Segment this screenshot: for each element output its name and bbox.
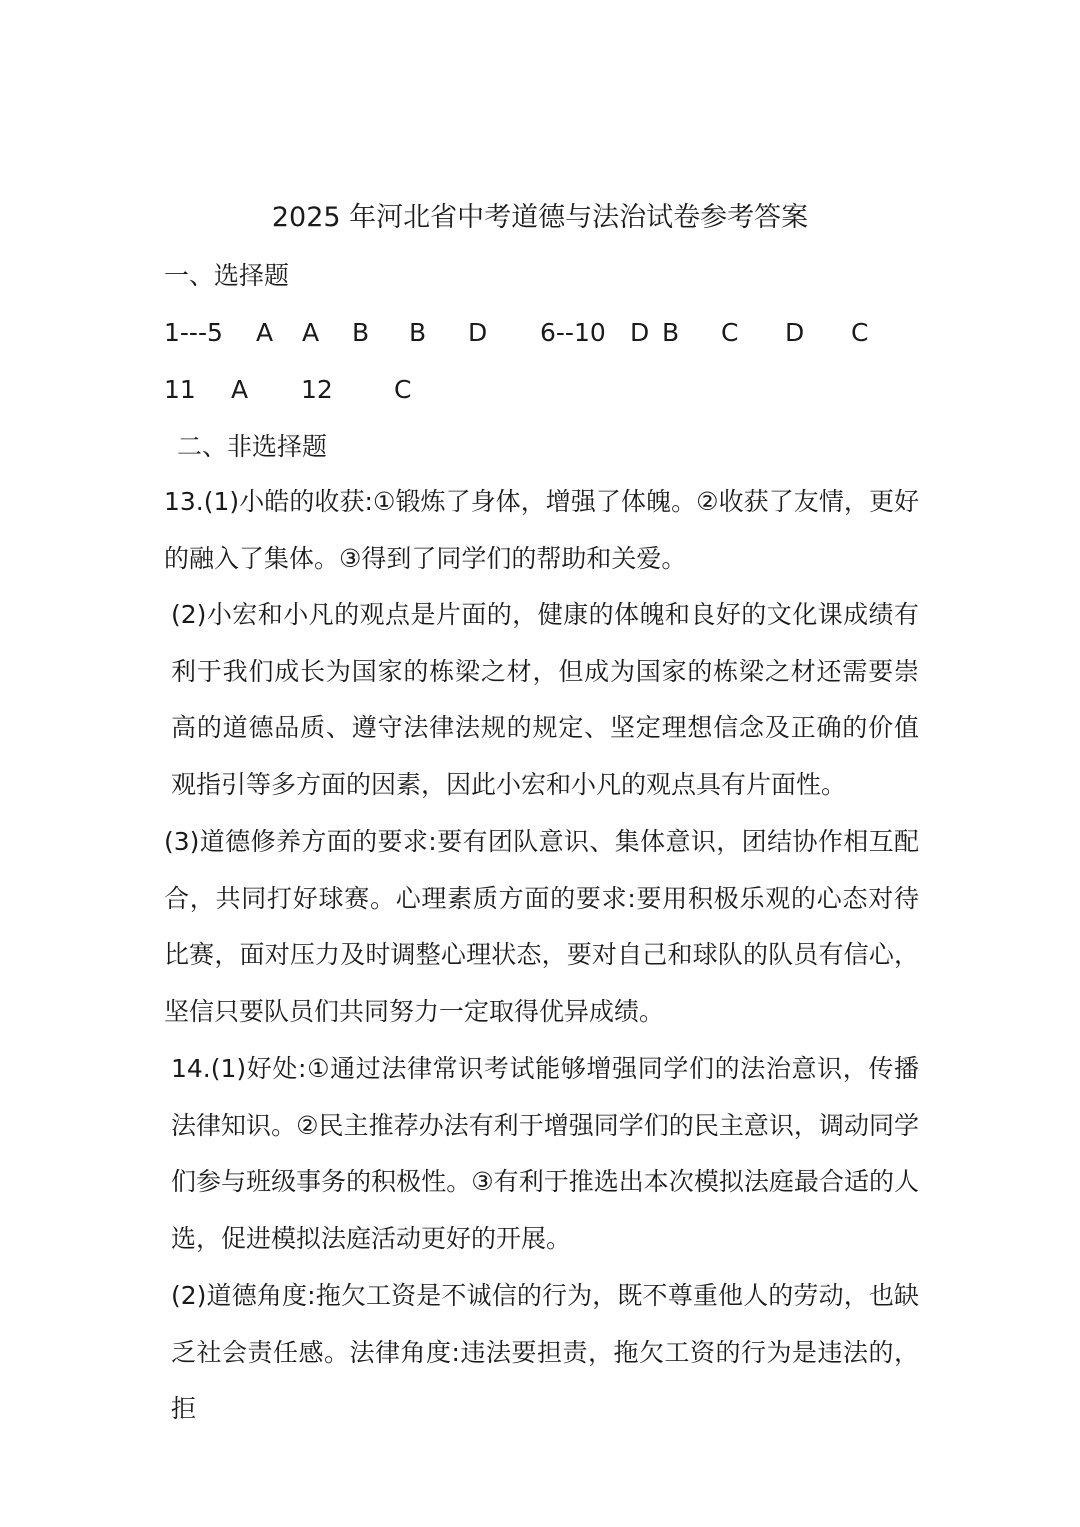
answer-paragraph-13-1: 13.(1)小皓的收获:①锻炼了身体，增强了体魄。②收获了友情，更好的融入了集体。③得到了同学们的帮助和关爱。	[164, 487, 919, 573]
answer-range-6-10: 6--10	[540, 318, 606, 347]
answer-q5: D	[468, 318, 488, 347]
answer-paragraph-13-2: (2)小宏和小凡的观点是片面的，健康的体魄和良好的文化课成绩有利于我们成长为国家的栋梁之材，但成为国家的栋梁之材还需要崇高的道德品质、遵守法律法规的规定、坚定理想信念及正确的价值观指引等多方面的因素，因此小宏和小凡的观点具有片面性。	[171, 600, 919, 800]
answer-q3: B	[352, 318, 370, 347]
answer-paragraph-14-2: (2)道德角度:拖欠工资是不诚信的行为，既不尊重他人的劳动，也缺乏社会责任感。法律角度:违法要担责，拖欠工资的行为是违法的，拒	[171, 1281, 919, 1424]
page-title: 2025 年河北省中考道德与法治试卷参考答案	[271, 202, 809, 233]
answer-q8: C	[721, 318, 739, 347]
answer-q12: C	[394, 375, 412, 404]
answer-q2: A	[302, 318, 320, 347]
answer-q10: C	[851, 318, 869, 347]
answer-q1: A	[256, 318, 274, 347]
answer-q6: D	[630, 318, 650, 347]
answer-q11: A	[231, 375, 249, 404]
answer-label-q12: 12	[301, 375, 333, 404]
answer-paragraph-13-3: (3)道德修养方面的要求:要有团队意识、集体意识，团结协作相互配合，共同打好球赛。心理素质方面的要求:要用积极乐观的心态对待比赛，面对压力及时调整心理状态，要对自己和球队的队员有信心，坚信只要队员们共同努力一定取得优异成绩。	[164, 827, 919, 1027]
section-heading-non-choice: 二、非选择题	[177, 432, 328, 461]
answer-q4: B	[409, 318, 427, 347]
section-heading-choice: 一、选择题	[164, 261, 290, 290]
answer-label-q11: 11	[164, 375, 196, 404]
answer-q7: B	[662, 318, 680, 347]
answer-paragraph-14-1: 14.(1)好处:①通过法律常识考试能够增强同学们的法治意识，传播法律知识。②民主推荐办法有利于增强同学们的民主意识，调动同学们参与班级事务的积极性。③有利于推选出本次模拟法庭最合适的人选，促进模拟法庭活动更好的开展。	[171, 1054, 919, 1254]
answer-q9: D	[785, 318, 805, 347]
answer-range-1-5: 1---5	[164, 318, 223, 347]
